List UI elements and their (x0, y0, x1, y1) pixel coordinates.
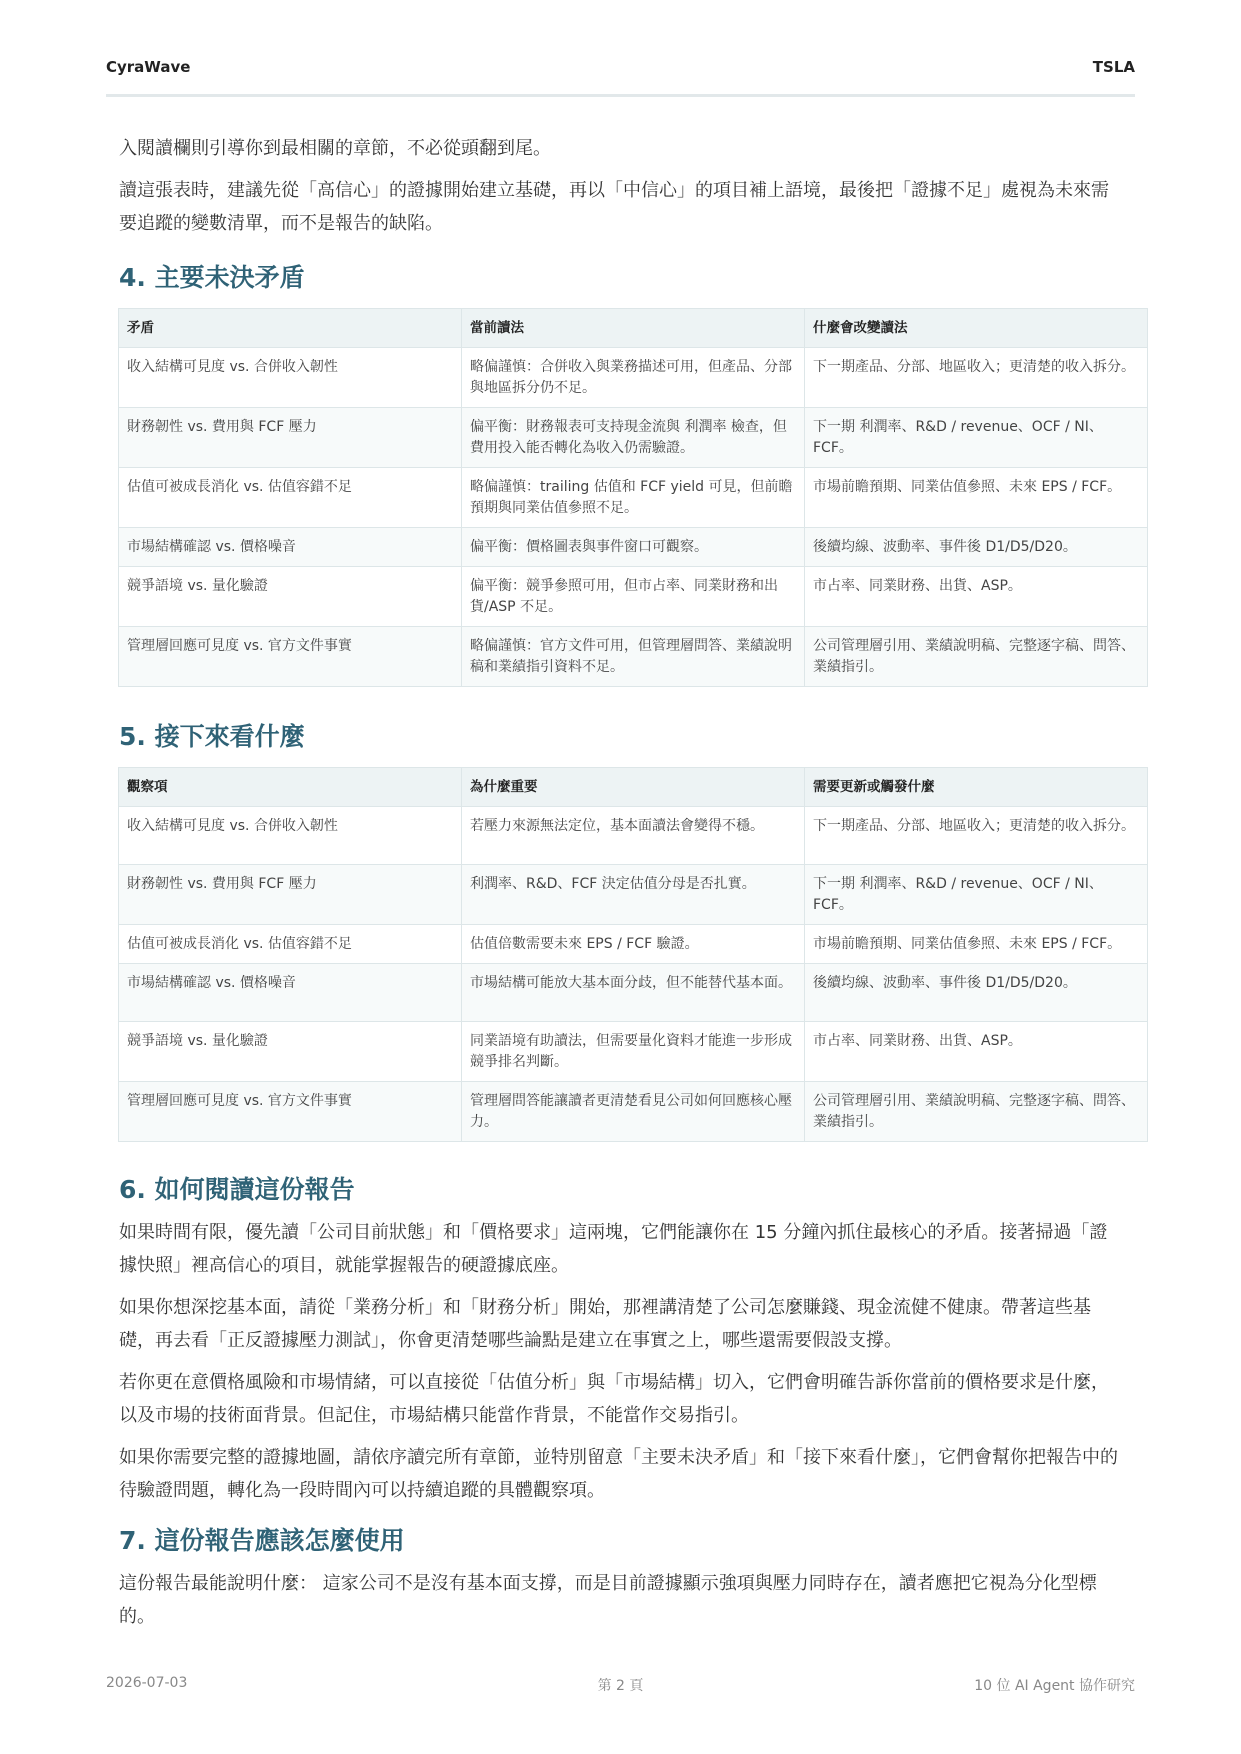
table-row (119, 1082, 1148, 1142)
table-row (119, 925, 1148, 964)
column-header: 什麼會改變讀法 (805, 309, 1148, 348)
table-cell: 管理層回應可見度 vs. 官方文件事實 (119, 1082, 462, 1142)
table-row (119, 567, 1148, 627)
column-header: 觀察項 (119, 768, 462, 807)
table-cell: 利潤率、R&D、FCF 決定估值分母是否扎實。 (462, 865, 805, 925)
table-cell: 市占率、同業財務、出貨、ASP。 (805, 1022, 1148, 1082)
table-cell: 偏平衡：價格圖表與事件窗口可觀察。 (462, 528, 805, 567)
table-cell: 財務韌性 vs. 費用與 FCF 壓力 (119, 408, 462, 468)
table-cell: 市場結構確認 vs. 價格噪音 (119, 528, 462, 567)
table-cell: 後續均線、波動率、事件後 D1/D5/D20。 (805, 964, 1148, 1022)
table-row (119, 865, 1148, 925)
table-row (119, 627, 1148, 687)
page-number: 第 2 頁 (597, 1678, 644, 1694)
column-header: 矛盾 (119, 309, 462, 348)
intro-paragraph-2: 讀這張表時，建議先從「高信心」的證據開始建立基礎，再以「中信心」的項目補上語境，最後把「證據不足」處視為未來需要追蹤的變數清單，而不是報告的缺陷。 (119, 180, 1109, 234)
table-cell: 管理層問答能讓讀者更清楚看見公司如何回應核心壓力。 (462, 1082, 805, 1142)
table-cell: 市場前瞻預期、同業估值參照、未來 EPS / FCF。 (805, 925, 1148, 964)
section-7-title: 7. 這份報告應該怎麼使用 (119, 1526, 405, 1555)
table-cell: 估值可被成長消化 vs. 估值容錯不足 (119, 468, 462, 528)
table-row (119, 408, 1148, 468)
table-cell: 下一期 利潤率、R&D / revenue、OCF / NI、FCF。 (805, 408, 1148, 468)
table-cell: 市場結構可能放大基本面分歧，但不能替代基本面。 (462, 964, 805, 1022)
table-header-row (119, 768, 1148, 807)
section-6-title: 6. 如何閱讀這份報告 (119, 1175, 355, 1204)
ticker-symbol: TSLA (1092, 58, 1135, 76)
column-header: 當前讀法 (462, 309, 805, 348)
table-cell: 偏平衡：競爭參照可用，但市占率、同業財務和出貨/ASP 不足。 (462, 567, 805, 627)
report-date: 2026-07-03 (106, 1675, 188, 1691)
table-cell: 下一期產品、分部、地區收入；更清楚的收入拆分。 (805, 348, 1148, 408)
watch-items-table (118, 767, 1148, 1142)
table-cell: 估值可被成長消化 vs. 估值容錯不足 (119, 925, 462, 964)
table-row (119, 964, 1148, 1022)
table-cell: 後續均線、波動率、事件後 D1/D5/D20。 (805, 528, 1148, 567)
table-cell: 偏平衡：財務報表可支持現金流與 利潤率 檢查，但費用投入能否轉化為收入仍需驗證。 (462, 408, 805, 468)
table-cell: 競爭語境 vs. 量化驗證 (119, 567, 462, 627)
table-cell: 若壓力來源無法定位，基本面讀法會變得不穩。 (462, 807, 805, 865)
table-cell: 略偏謹慎：官方文件可用，但管理層問答、業績說明稿和業績指引資料不足。 (462, 627, 805, 687)
section-6-paragraph-2: 如果你想深挖基本面，請從「業務分析」和「財務分析」開始，那裡講清楚了公司怎麼賺錢、現金流健不健康。帶著這些基礎，再去看「正反證據壓力測試」，你會更清楚哪些論點是建立在事實之上，哪些還需要假設支撐。 (119, 1297, 1091, 1351)
table-cell: 下一期 利潤率、R&D / revenue、OCF / NI、FCF。 (805, 865, 1148, 925)
page-header (106, 58, 1135, 97)
column-header: 為什麼重要 (462, 768, 805, 807)
table-cell: 略偏謹慎：合併收入與業務描述可用，但產品、分部與地區拆分仍不足。 (462, 348, 805, 408)
report-credit: 10 位 AI Agent 協作研究 (974, 1678, 1135, 1694)
table-cell: 市場前瞻預期、同業估值參照、未來 EPS / FCF。 (805, 468, 1148, 528)
conflicts-table (118, 308, 1148, 687)
table-cell: 公司管理層引用、業績說明稿、完整逐字稿、問答、業績指引。 (805, 1082, 1148, 1142)
table-cell: 略偏謹慎：trailing 估值和 FCF yield 可見，但前瞻預期與同業估值參照不足。 (462, 468, 805, 528)
brand-name: CyraWave (106, 58, 191, 76)
table-cell: 管理層回應可見度 vs. 官方文件事實 (119, 627, 462, 687)
section-5-title: 5. 接下來看什麼 (119, 722, 305, 751)
section-6-paragraph-4: 如果你需要完整的證據地圖，請依序讀完所有章節，並特別留意「主要未決矛盾」和「接下來看什麼」，它們會幫你把報告中的待驗證問題，轉化為一段時間內可以持續追蹤的具體觀察項。 (119, 1447, 1118, 1501)
section-6-paragraph-1: 如果時間有限，優先讀「公司目前狀態」和「價格要求」這兩塊，它們能讓你在 15 分鐘內抓住最核心的矛盾。接著掃過「證據快照」裡高信心的項目，就能掌握報告的硬證據底座。 (119, 1222, 1108, 1276)
section-6-paragraph-3: 若你更在意價格風險和市場情緒，可以直接從「估值分析」與「市場結構」切入，它們會明確告訴你當前的價格要求是什麼，以及市場的技術面背景。但記住，市場結構只能當作背景，不能當作交易指引。 (119, 1372, 1109, 1426)
table-cell: 收入結構可見度 vs. 合併收入韌性 (119, 807, 462, 865)
table-row (119, 1022, 1148, 1082)
table-cell: 競爭語境 vs. 量化驗證 (119, 1022, 462, 1082)
section-7-paragraph: 這份報告最能說明什麼： 這家公司不是沒有基本面支撐，而是目前證據顯示強項與壓力同時存在，讀者應把它視為分化型標的。 (119, 1573, 1097, 1627)
table-cell: 下一期產品、分部、地區收入；更清楚的收入拆分。 (805, 807, 1148, 865)
table-cell: 估值倍數需要未來 EPS / FCF 驗證。 (462, 925, 805, 964)
section-4-title: 4. 主要未決矛盾 (119, 263, 305, 292)
table-cell: 市場結構確認 vs. 價格噪音 (119, 964, 462, 1022)
table-cell: 財務韌性 vs. 費用與 FCF 壓力 (119, 865, 462, 925)
column-header: 需要更新或觸發什麼 (805, 768, 1148, 807)
table-row (119, 807, 1148, 865)
table-row (119, 348, 1148, 408)
table-cell: 同業語境有助讀法，但需要量化資料才能進一步形成競爭排名判斷。 (462, 1022, 805, 1082)
table-cell: 公司管理層引用、業績說明稿、完整逐字稿、問答、業績指引。 (805, 627, 1148, 687)
table-cell: 收入結構可見度 vs. 合併收入韌性 (119, 348, 462, 408)
table-row (119, 468, 1148, 528)
page-content (119, 132, 1135, 1642)
table-header-row (119, 309, 1148, 348)
page-footer (106, 1675, 1135, 1695)
table-row (119, 528, 1148, 567)
intro-paragraph-1: 入閱讀欄則引導你到最相關的章節，不必從頭翻到尾。 (119, 138, 551, 159)
table-cell: 市占率、同業財務、出貨、ASP。 (805, 567, 1148, 627)
